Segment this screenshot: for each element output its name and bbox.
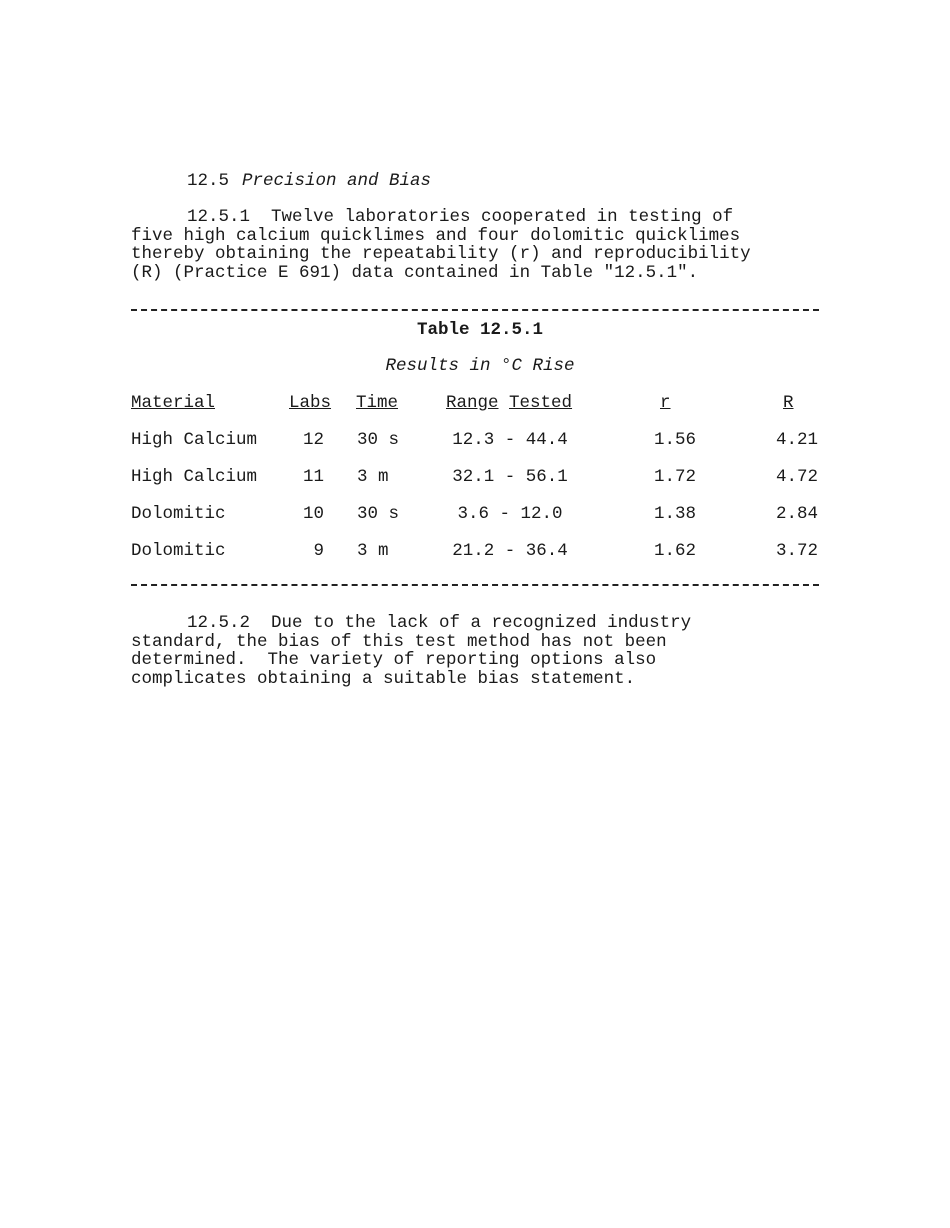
cell-R: 2.84	[775, 504, 818, 524]
header-labs: Labs	[289, 393, 332, 413]
cell-labs: 11	[302, 467, 324, 487]
cell-range: 32.1 - 56.1	[452, 467, 568, 487]
cell-material: Dolomitic	[131, 541, 226, 561]
table-title: Table 12.5.1	[416, 320, 544, 340]
table-subtitle: Results in °C Rise	[385, 356, 575, 376]
cell-R: 4.21	[775, 430, 818, 450]
paragraph-line: determined. The variety of reporting options also	[131, 650, 657, 670]
table-bottom-rule	[131, 584, 819, 586]
cell-range: 12.3 - 44.4	[452, 430, 568, 450]
paragraph-line: thereby obtaining the repeatability (r) and reproducibility	[131, 244, 751, 264]
paragraph-line: 12.5.1 Twelve laboratories cooperated in testing of	[187, 207, 734, 227]
cell-material: Dolomitic	[131, 504, 226, 524]
cell-time: 30 s	[357, 430, 400, 450]
paragraph-12-5-2	[131, 614, 691, 688]
cell-time: 30 s	[357, 504, 400, 524]
cell-r: 1.72	[653, 467, 696, 487]
paragraph-line: complicates obtaining a suitable bias statement.	[131, 668, 636, 689]
paragraph-line: five high calcium quicklimes and four dolomitic quicklimes	[131, 225, 741, 246]
cell-r: 1.38	[653, 504, 696, 524]
cell-labs: 12	[302, 430, 324, 450]
paragraph-12-5-1	[131, 208, 751, 282]
cell-time: 3 m	[357, 467, 389, 487]
cell-labs: 10	[302, 504, 324, 524]
header-time: Time	[356, 393, 399, 413]
cell-material: High Calcium	[131, 430, 258, 450]
cell-material: High Calcium	[131, 467, 258, 487]
cell-R: 3.72	[775, 541, 818, 561]
table-top-rule	[131, 309, 819, 311]
cell-labs: 9	[313, 541, 324, 561]
section-heading	[187, 172, 431, 190]
header-repeatability: r	[660, 393, 671, 413]
cell-range: 21.2 - 36.4	[452, 541, 568, 561]
header-reproducibility: R	[783, 393, 794, 413]
header-range-tested: Range Tested	[446, 393, 573, 413]
paragraph-line: standard, the bias of this test method has not been	[131, 631, 667, 652]
header-material: Material	[131, 393, 216, 413]
section-number: 12.5	[187, 171, 230, 191]
cell-R: 4.72	[775, 467, 818, 487]
cell-range: 3.6 - 12.0	[457, 504, 563, 524]
cell-r: 1.56	[653, 430, 696, 450]
section-title: Precision and Bias	[242, 171, 432, 191]
cell-time: 3 m	[357, 541, 389, 561]
cell-r: 1.62	[653, 541, 696, 561]
paragraph-line: (R) (Practice E 691) data contained in Table "12.5.1".	[131, 262, 699, 283]
paragraph-line: 12.5.2 Due to the lack of a recognized industry	[187, 613, 692, 633]
